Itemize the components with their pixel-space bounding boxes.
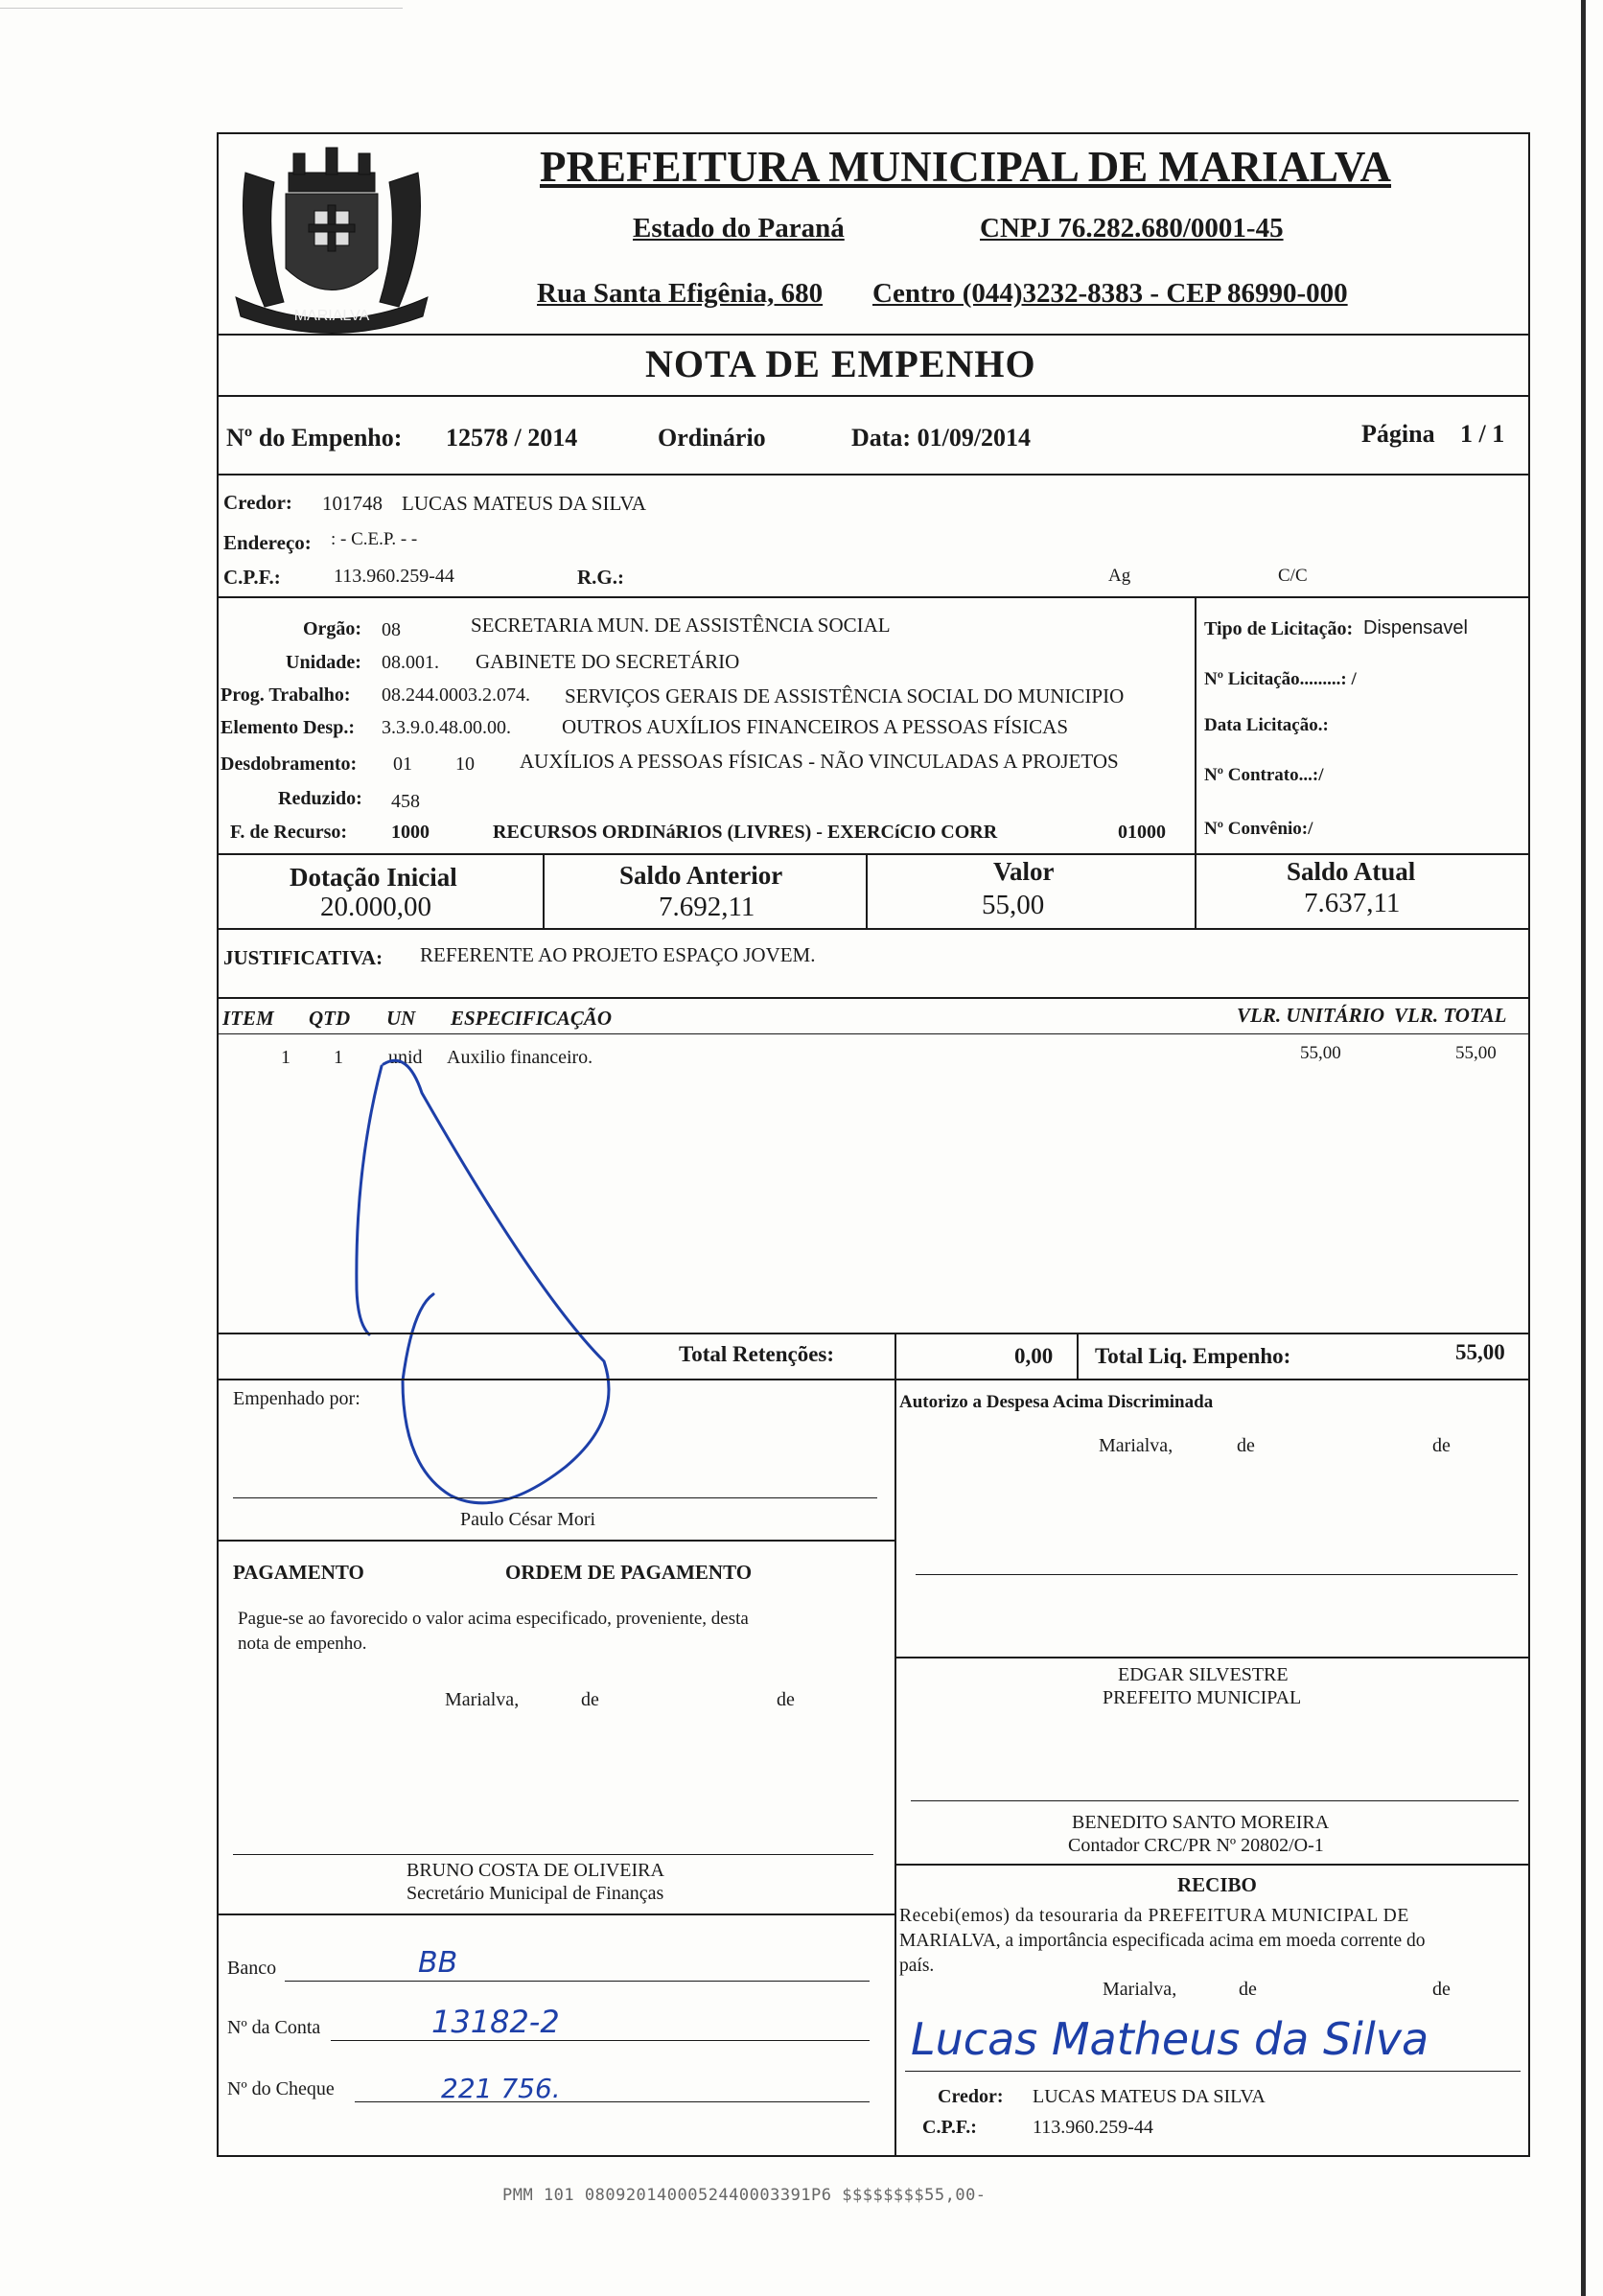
secretario-role: Secretário Municipal de Finanças [407, 1883, 664, 1904]
fonte-recurso-name: RECURSOS ORDINáRIOS (LIVRES) - EXERCíCIO CORR [493, 822, 998, 843]
pagamento-de-1: de [581, 1689, 599, 1710]
recibo-cpf-value: 113.960.259-44 [1033, 2117, 1153, 2138]
secretario-signature-line [233, 1854, 873, 1855]
desdobramento-name: AUXÍLIOS A PESSOAS FÍSICAS - NÃO VINCULADAS A PROJETOS [520, 750, 1119, 773]
fonte-recurso-code2: 01000 [1118, 822, 1166, 843]
pagamento-de-2: de [777, 1689, 795, 1710]
street-address: Rua Santa Efigênia, 680 [537, 278, 824, 309]
saldo-atual-label: Saldo Atual [1287, 857, 1416, 886]
row-spec: Auxilio financeiro. [447, 1047, 593, 1068]
empenhado-divider [217, 1540, 894, 1542]
orgao-label: Orgão: [303, 618, 362, 639]
conta-line [331, 2040, 870, 2041]
elemento-name: OUTROS AUXÍLIOS FINANCEIROS A PESSOAS FÍSICAS [562, 715, 1069, 738]
orgao-name: SECRETARIA MUN. DE ASSISTÊNCIA SOCIAL [471, 614, 891, 637]
recibo-de-2: de [1432, 1979, 1451, 2000]
orgao-code: 08 [382, 619, 401, 640]
banco-label: Banco [227, 1958, 277, 1979]
desdobramento-code2: 10 [455, 754, 475, 775]
fonte-recurso-label: F. de Recurso: [230, 822, 348, 843]
municipality-title: PREFEITURA MUNICIPAL DE MARIALVA [540, 143, 1392, 191]
empenho-type: Ordinário [658, 424, 766, 452]
credor-signature: Lucas Matheus da Silva [911, 2013, 1429, 2065]
col-header-vlr-total: VLR. TOTAL [1394, 1004, 1507, 1027]
total-liq-label: Total Liq. Empenho: [1095, 1344, 1291, 1368]
saldo-anterior-label: Saldo Anterior [619, 861, 783, 890]
cpf-value: 113.960.259-44 [334, 566, 454, 587]
items-bottom-divider [217, 1333, 1530, 1334]
valor-value: 55,00 [982, 890, 1045, 920]
page-number: 1 / 1 [1460, 420, 1505, 448]
total-retencoes-value: 0,00 [1014, 1344, 1054, 1368]
prog-trabalho-name: SERVIÇOS GERAIS DE ASSISTÊNCIA SOCIAL DO MUNICIPIO [565, 684, 1125, 707]
secretario-name: BRUNO COSTA DE OLIVEIRA [407, 1860, 664, 1881]
prefeito-name: EDGAR SILVESTRE [1118, 1664, 1289, 1685]
recibo-de-1: de [1239, 1979, 1257, 2000]
col-header-qtd: QTD [309, 1007, 351, 1030]
empenho-number: 12578 / 2014 [446, 424, 578, 452]
contador-signature-line [911, 1800, 1519, 1801]
autorizo-de-2: de [1432, 1435, 1451, 1456]
unidade-name: GABINETE DO SECRETÁRIO [476, 650, 740, 673]
recibo-text-2: MARIALVA, a importância especificada acima em moeda corrente do [899, 1931, 1426, 1951]
numero-licitacao: Nº Licitação.........: / [1204, 669, 1357, 689]
recibo-text-1: Recebi(emos) da tesouraria da PREFEITURA MUNICIPAL DE [899, 1906, 1409, 1926]
recibo-title: RECIBO [1177, 1873, 1257, 1896]
desdobramento-code1: 01 [393, 754, 412, 775]
justificativa-label: JUSTIFICATIVA: [223, 946, 383, 969]
account-label: C/C [1278, 566, 1308, 586]
prog-trabalho-label: Prog. Trabalho: [221, 684, 351, 706]
cheque-line [355, 2101, 870, 2102]
document-title: NOTA DE EMPENHO [645, 342, 1036, 385]
endereco-label: Endereço: [223, 531, 312, 554]
autorizo-signature-line [916, 1574, 1518, 1575]
pagamento-label: PAGAMENTO [233, 1561, 364, 1584]
autorizo-label: Autorizo a Despesa Acima Discriminada [899, 1392, 1214, 1412]
unidade-code: 08.001. [382, 652, 439, 673]
col-header-vlr-unitario: VLR. UNITÁRIO [1237, 1004, 1385, 1027]
cheque-label: Nº do Cheque [227, 2078, 335, 2099]
col-header-item: ITEM [222, 1007, 274, 1030]
numero-contrato: Nº Contrato...:/ [1204, 765, 1324, 785]
data-licitacao: Data Licitação.: [1204, 715, 1329, 735]
fonte-recurso-code: 1000 [391, 822, 430, 843]
numero-convenio: Nº Convênio:/ [1204, 819, 1313, 839]
dotacao-value: 20.000,00 [320, 892, 431, 922]
machine-auth-code: PMM 101 0809201400052440003391P6 $$$$$$$$55,00- [502, 2186, 987, 2205]
total-retencoes-label: Total Retenções: [679, 1342, 835, 1366]
endereco-value: : - C.E.P. - - [331, 529, 418, 549]
col-header-un: UN [386, 1007, 416, 1030]
credor-code: 101748 [322, 492, 383, 515]
ordem-pagamento-label: ORDEM DE PAGAMENTO [505, 1561, 753, 1584]
cnpj-text: CNPJ 76.282.680/0001-45 [980, 213, 1284, 244]
prefeito-role: PREFEITO MUNICIPAL [1103, 1687, 1302, 1708]
recibo-credor-label: Credor: [938, 2086, 1004, 2107]
signatures-column-divider [894, 1379, 896, 2157]
elemento-label: Elemento Desp.: [221, 717, 355, 738]
contador-name: BENEDITO SANTO MOREIRA [1072, 1812, 1330, 1833]
saldo-anterior-value: 7.692,11 [659, 892, 755, 922]
banco-value: BB [418, 1946, 458, 1980]
prefeito-divider [894, 1657, 1530, 1658]
conta-label: Nº da Conta [227, 2017, 321, 2038]
pagamento-text-2: nota de empenho. [238, 1634, 367, 1654]
agency-label: Ag [1108, 566, 1131, 586]
totals-divider [217, 1379, 1530, 1380]
pagamento-place: Marialva, [445, 1689, 520, 1710]
empenho-number-label: Nº do Empenho: [226, 424, 403, 452]
address-contact: Centro (044)3232-8383 - CEP 86990-000 [872, 278, 1348, 309]
autorizo-place: Marialva, [1099, 1435, 1173, 1456]
recibo-text-3: país. [899, 1956, 935, 1976]
recibo-place: Marialva, [1103, 1979, 1177, 2000]
tipo-licitacao-label: Tipo de Licitação: [1204, 618, 1354, 639]
desdobramento-label: Desdobramento: [221, 754, 358, 775]
cpf-label: C.P.F.: [223, 566, 281, 589]
credor-label: Credor: [223, 491, 292, 514]
row-qtd: 1 [334, 1047, 343, 1068]
unidade-label: Unidade: [286, 652, 361, 673]
col-header-especificacao: ESPECIFICAÇÃO [451, 1007, 613, 1030]
elemento-code: 3.3.9.0.48.00.00. [382, 717, 511, 738]
cheque-value: 221 756. [441, 2073, 561, 2104]
credor-name: LUCAS MATEUS DA SILVA [402, 492, 646, 515]
reduzido-value: 458 [391, 791, 420, 812]
empenhado-name: Paulo César Mori [460, 1509, 596, 1530]
recibo-signature-line [905, 2071, 1521, 2072]
state-name: Estado do Paraná [633, 213, 845, 244]
valor-label: Valor [993, 857, 1055, 886]
row-total-value: 55,00 [1455, 1043, 1497, 1063]
autorizo-de-1: de [1237, 1435, 1255, 1456]
page-label: Página [1361, 420, 1435, 448]
recibo-cpf-label: C.P.F.: [922, 2117, 977, 2138]
contador-divider [894, 1864, 1530, 1866]
svg-text:MARIALVA: MARIALVA [293, 308, 370, 324]
row-item: 1 [281, 1047, 290, 1068]
reduzido-label: Reduzido: [278, 788, 362, 809]
row-unit-value: 55,00 [1300, 1043, 1341, 1063]
row-un: unid [388, 1047, 423, 1068]
banco-line [285, 1981, 870, 1982]
totals-divider-2 [1077, 1333, 1079, 1380]
empenhado-signature-line [233, 1497, 877, 1498]
secretario-divider [217, 1913, 894, 1915]
contador-role: Contador CRC/PR Nº 20802/O-1 [1068, 1835, 1324, 1856]
saldo-atual-value: 7.637,11 [1304, 888, 1401, 918]
totals-divider-1 [894, 1333, 896, 1380]
dotacao-label: Dotação Inicial [290, 863, 457, 892]
empenhado-por-label: Empenhado por: [233, 1388, 360, 1409]
tipo-licitacao-value: Dispensavel [1363, 617, 1468, 638]
rg-label: R.G.: [577, 566, 624, 589]
prog-trabalho-code: 08.244.0003.2.074. [382, 684, 530, 706]
empenho-date: Data: 01/09/2014 [851, 424, 1032, 452]
recibo-credor-value: LUCAS MATEUS DA SILVA [1033, 2086, 1266, 2107]
conta-value: 13182-2 [431, 2004, 560, 2040]
pagamento-text-1: Pague-se ao favorecido o valor acima especificado, proveniente, desta [238, 1609, 749, 1629]
total-liq-value: 55,00 [1455, 1340, 1505, 1364]
justificativa-value: REFERENTE AO PROJETO ESPAÇO JOVEM. [420, 943, 816, 966]
